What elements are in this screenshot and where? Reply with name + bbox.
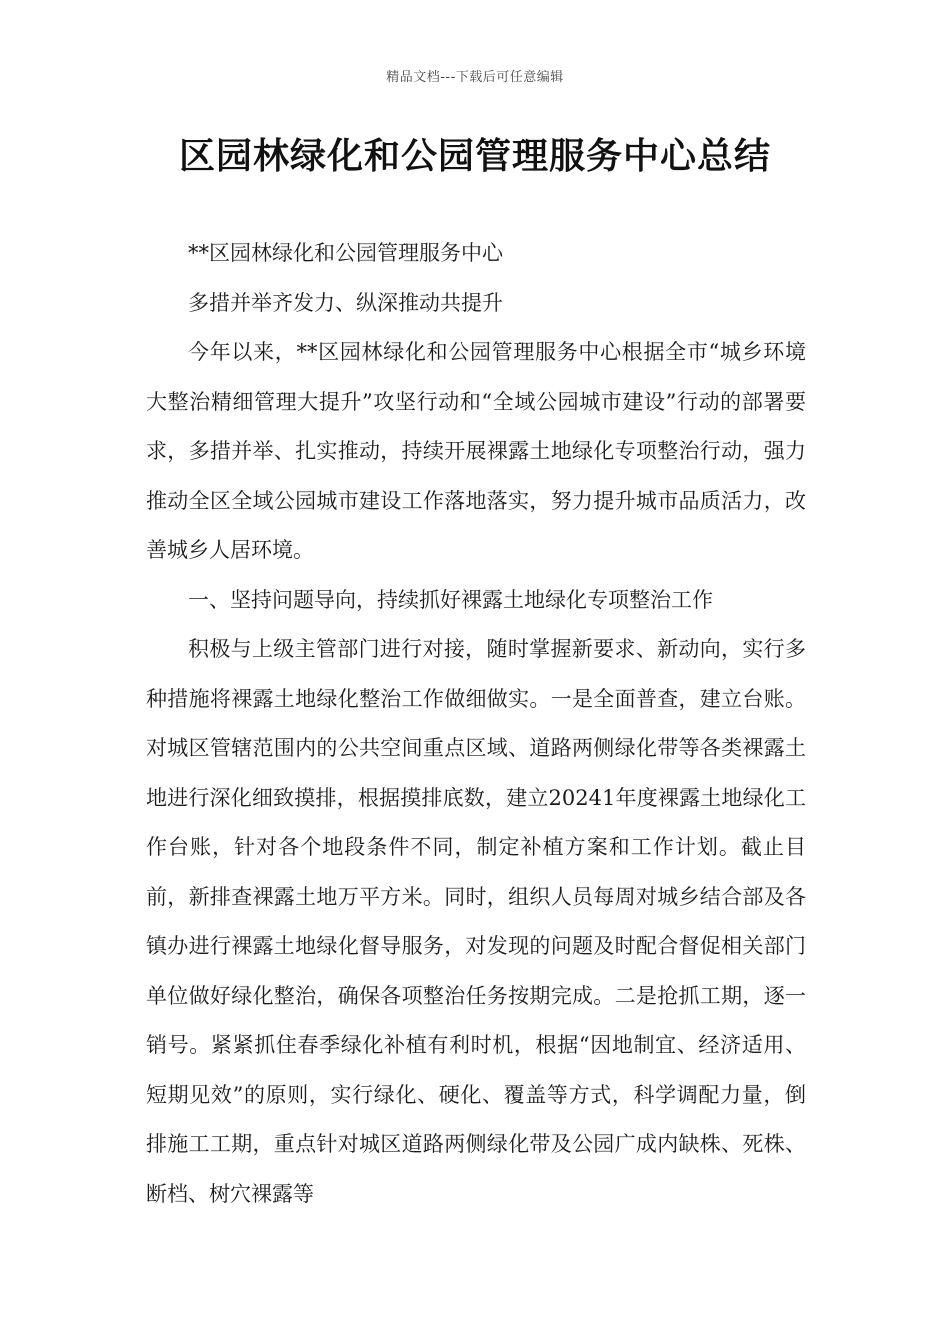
organization-line: **区园林绿化和公园管理服务中心 [188,241,503,265]
section-1-paragraph: 积极与上级主管部门进行对接，随时掌握新要求、新动向，实行多种措施将裸露土地绿化整治工作做细做实。一是全面普查，建立台账。对城区管辖范围内的公共空间重点区域、道路两侧绿化带等各类裸露土地进行深化细致摸排，根据摸排底数，建立20241年度裸露土地绿化工作台账，针对各个地段条件不同，制定补植方案和工作计划。截止目前，新排查裸露土地万平方米。同时，组织人员每周对城乡结合部及各镇办进行裸露土地绿化督导服务，对发现的问题及时配合督促相关部门单位做好绿化整治，确保各项整治任务按期完成。二是抢抓工期，逐一销号。紧紧抓住春季绿化补植有利时机，根据“因地制宜、经济适用、短期见效”的原则，实行绿化、硬化、覆盖等方式，科学调配力量，倒排施工工期，重点针对城区道路两侧绿化带及公园广成内缺株、死株、断档、树穴裸露等 [146,637,806,1206]
document-body [146,229,806,1219]
header-note: 精品文档---下载后可任意编辑 [386,70,564,85]
document-title: 区园林绿化和公园管理服务中心总结 [178,136,771,177]
intro-paragraph: 今年以来，**区园林绿化和公园管理服务中心根据全市“城乡环境大整治精细管理大提升”攻坚行动和“全域公园城市建设”行动的部署要求，多措并举、扎实推动，持续开展裸露土地绿化专项整治行动，强力推动全区全域公园城市建设工作落地落实，努力提升城市品质活力，改善城乡人居环境。 [146,340,806,562]
subtitle-line: 多措并举齐发力、纵深推动共提升 [188,290,503,315]
section-heading-1: 一、坚持问题导向，持续抓好裸露土地绿化专项整治工作 [188,587,713,612]
